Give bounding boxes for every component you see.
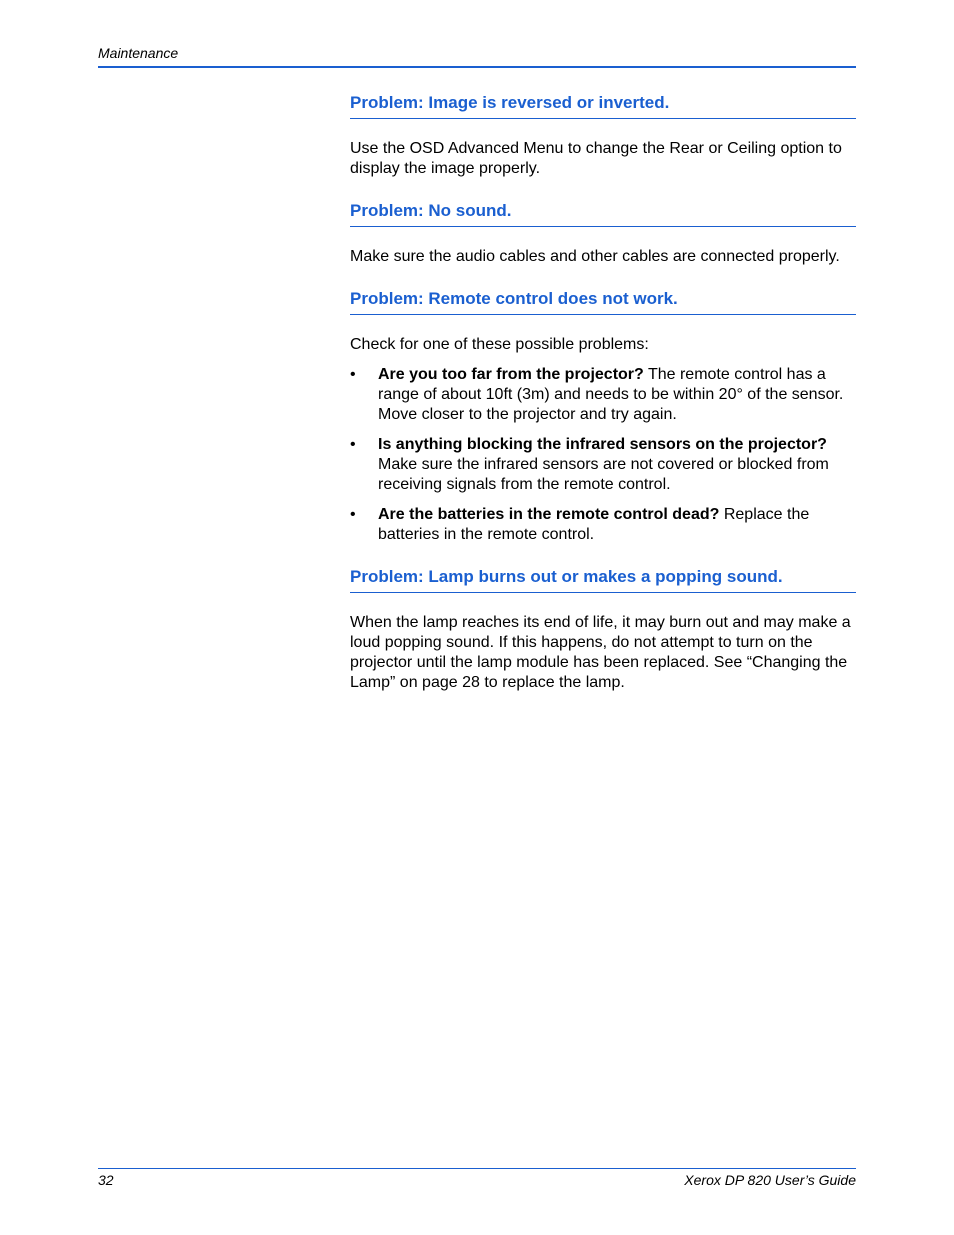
section-title: Problem: Image is reversed or inverted.	[350, 92, 856, 119]
list-item	[350, 505, 856, 545]
page-number: 32	[98, 1172, 114, 1188]
section-body: Use the OSD Advanced Menu to change the Rear or Ceiling option to display the image properly.	[350, 140, 842, 177]
section-title: Problem: No sound.	[350, 200, 856, 227]
section-remote-control	[350, 288, 856, 545]
section-body: Make sure the audio cables and other cables are connected properly.	[350, 248, 840, 265]
problem-list	[350, 365, 856, 545]
section-body: When the lamp reaches its end of life, it may burn out and may make a loud popping sound. If this happens, do not attempt to turn on the projector until the lamp module has been replaced. See “Changing the Lamp” on page 28 to replace the lamp.	[350, 614, 851, 691]
running-header: Maintenance	[98, 45, 179, 61]
footer-rule	[98, 1168, 856, 1169]
main-content	[350, 92, 856, 714]
list-item-text: Make sure the infrared sensors are not covered or blocked from receiving signals from the remote control.	[378, 456, 829, 493]
list-item	[350, 435, 856, 495]
list-item-text: Replace the batteries in the remote control.	[378, 506, 810, 543]
header-rule	[98, 66, 856, 68]
section-image-reversed	[350, 92, 856, 179]
bullet-icon: •	[350, 436, 356, 453]
section-title: Problem: Lamp burns out or makes a popping sound.	[350, 566, 856, 593]
section-no-sound	[350, 200, 856, 267]
list-item-lead: Are you too far from the projector?	[378, 366, 644, 383]
section-lamp	[350, 566, 856, 693]
section-body: Check for one of these possible problems:	[350, 336, 649, 353]
list-item-lead: Is anything blocking the infrared sensors on the projector?	[378, 436, 827, 453]
bullet-icon: •	[350, 366, 356, 383]
list-item-lead: Are the batteries in the remote control dead?	[378, 506, 720, 523]
bullet-icon: •	[350, 506, 356, 523]
document-title: Xerox DP 820 User’s Guide	[684, 1172, 856, 1188]
list-item	[350, 365, 856, 425]
section-title: Problem: Remote control does not work.	[350, 288, 856, 315]
list-item-text: The remote control has a range of about 10ft (3m) and needs to be within 20° of the sensor. Move closer to the projector and try again.	[378, 366, 844, 423]
